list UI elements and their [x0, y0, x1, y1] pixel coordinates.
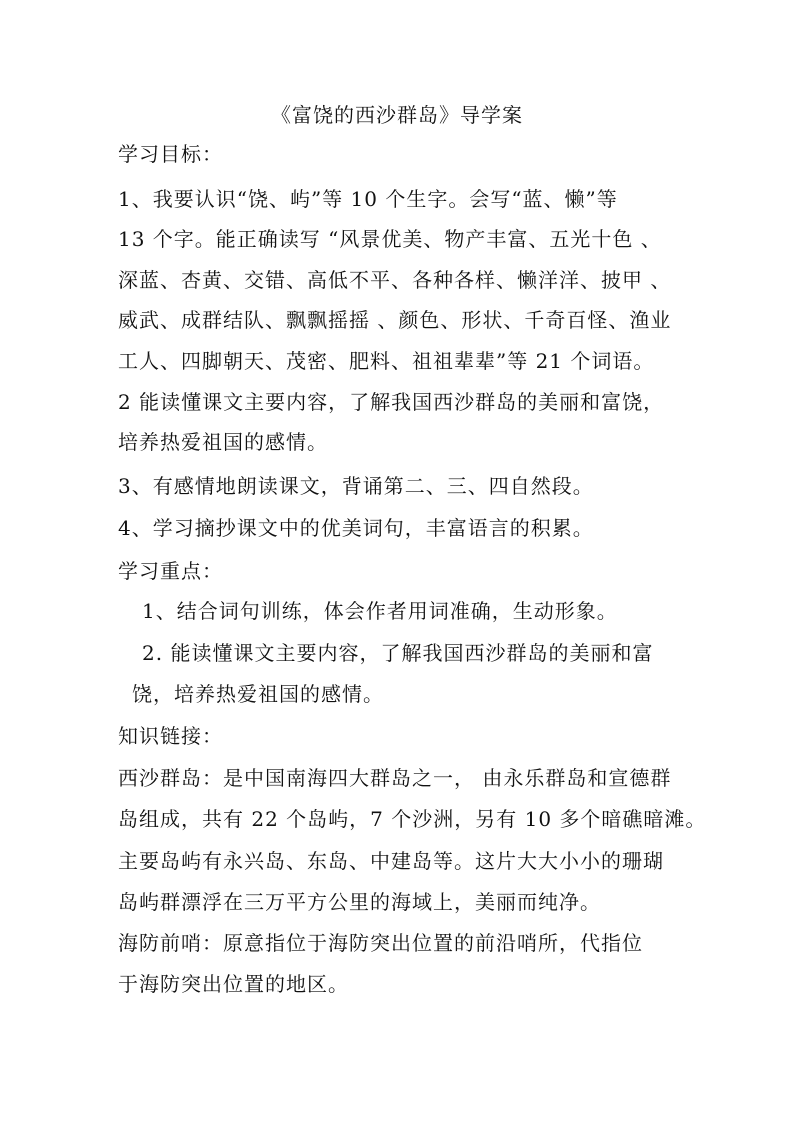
objective-line: 1、我要认识“饶、屿”等 10 个生字。会写“蓝、懒”等 [118, 187, 618, 211]
key-point-line: 2. 能读懂课文主要内容，了解我国西沙群岛的美丽和富 [142, 641, 654, 665]
key-point-line: 1、结合词句训练，体会作者用词准确，生动形象。 [142, 599, 618, 623]
objective-line: 培养热爱祖国的感情。 [118, 430, 328, 454]
key-point-line: 饶，培养热爱祖国的感情。 [132, 682, 384, 706]
objective-line: 2 能读懂课文主要内容，了解我国西沙群岛的美丽和富饶， [118, 390, 665, 414]
objective-line: 3、有感情地朗读课文，背诵第二、三、四自然段。 [118, 474, 594, 498]
objective-line: 4、学习摘抄课文中的优美词句，丰富语言的积累。 [118, 516, 594, 540]
knowledge-line: 海防前哨：原意指位于海防突出位置的前沿哨所，代指位 [118, 931, 643, 955]
section-heading-knowledge: 知识链接： [118, 724, 223, 748]
knowledge-line: 于海防突出位置的地区。 [118, 972, 349, 996]
section-heading-objectives: 学习目标： [118, 142, 223, 166]
objective-line: 13 个字。能正确读写 “风景优美、物产丰富、五光十色 、 [118, 227, 662, 251]
objective-line: 工人、四脚朝天、茂密、肥料、祖祖辈辈”等 21 个词语。 [118, 349, 655, 373]
knowledge-line: 岛组成，共有 22 个岛屿，7 个沙洲，另有 10 多个暗礁暗滩。 [118, 807, 707, 831]
knowledge-line: 主要岛屿有永兴岛、东岛、中建岛等。这片大大小小的珊瑚 [118, 849, 664, 873]
section-heading-key-points: 学习重点： [118, 559, 223, 583]
objective-line: 威武、成群结队、飘飘摇摇 、颜色、形状、千奇百怪、渔业 [118, 308, 672, 332]
knowledge-line: 岛屿群漂浮在三万平方公里的海域上，美丽而纯净。 [118, 890, 601, 914]
objective-line: 深蓝、杏黄、交错、高低不平、各种各样、懒洋洋、披甲 、 [118, 268, 672, 292]
doc-title: 《富饶的西沙群岛》导学案 [271, 103, 523, 127]
knowledge-line: 西沙群岛：是中国南海四大群岛之一， 由永乐群岛和宣德群 [118, 766, 672, 790]
